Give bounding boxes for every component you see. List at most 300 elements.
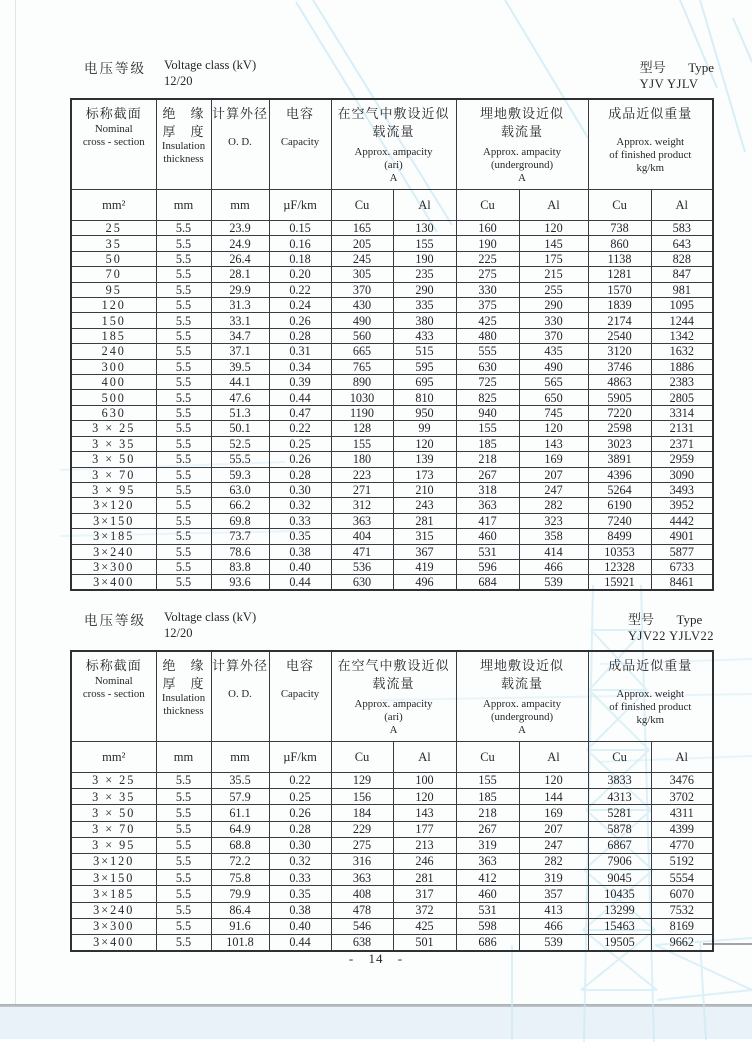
cell-weight-cu: 15463	[588, 918, 651, 934]
cell-capacity: 0.40	[269, 918, 331, 934]
cell-weight-al: 2959	[651, 452, 713, 467]
section1-meta	[84, 57, 714, 92]
cell-underground-cu: 185	[456, 436, 519, 451]
cell-od: 78.6	[211, 544, 269, 559]
cell-insulation: 5.5	[156, 805, 211, 821]
cell-insulation: 5.5	[156, 482, 211, 497]
cell-capacity: 0.20	[269, 267, 331, 282]
cell-underground-al: 169	[519, 805, 588, 821]
table-row	[71, 934, 713, 950]
cell-underground-al: 413	[519, 902, 588, 918]
cell-air-cu: 765	[331, 359, 393, 374]
cell-underground-al: 282	[519, 853, 588, 869]
cell-underground-al: 207	[519, 467, 588, 482]
unit-uf-km: µF/km	[269, 742, 331, 773]
cell-weight-cu: 5281	[588, 805, 651, 821]
table-row	[71, 513, 713, 528]
cell-air-cu: 156	[331, 789, 393, 805]
cell-air-al: 155	[393, 236, 456, 251]
cell-underground-cu: 218	[456, 805, 519, 821]
cell-od: 37.1	[211, 344, 269, 359]
cell-air-cu: 165	[331, 221, 393, 236]
table-row	[71, 789, 713, 805]
unit-mm2: mm²	[71, 190, 156, 221]
cell-cross-section: 3×120	[71, 498, 156, 513]
cell-underground-cu: 460	[456, 886, 519, 902]
model-type-label: 型号 Type	[628, 612, 703, 627]
cell-od: 33.1	[211, 313, 269, 328]
cell-air-al: 515	[393, 344, 456, 359]
cell-cross-section: 500	[71, 390, 156, 405]
cell-air-al: 235	[393, 267, 456, 282]
cell-od: 93.6	[211, 575, 269, 590]
table-row	[71, 902, 713, 918]
cell-od: 35.5	[211, 773, 269, 789]
cell-weight-al: 4442	[651, 513, 713, 528]
cell-cross-section: 3 × 25	[71, 773, 156, 789]
col-header-capacity: 电容 Capacity	[269, 651, 331, 742]
page-number: - 14 -	[348, 951, 404, 966]
cell-air-al: 950	[393, 405, 456, 420]
cell-insulation: 5.5	[156, 529, 211, 544]
cell-od: 86.4	[211, 902, 269, 918]
cell-weight-al: 583	[651, 221, 713, 236]
cell-insulation: 5.5	[156, 498, 211, 513]
cell-insulation: 5.5	[156, 359, 211, 374]
cell-capacity: 0.31	[269, 344, 331, 359]
table-row	[71, 559, 713, 574]
cell-underground-cu: 363	[456, 498, 519, 513]
cell-cross-section: 150	[71, 313, 156, 328]
cell-underground-cu: 531	[456, 544, 519, 559]
cell-underground-cu: 686	[456, 934, 519, 950]
voltage-class-label-en: Voltage class (kV)	[164, 58, 257, 72]
cell-air-cu: 155	[331, 436, 393, 451]
cell-weight-al: 2805	[651, 390, 713, 405]
cell-insulation: 5.5	[156, 375, 211, 390]
cell-weight-cu: 13299	[588, 902, 651, 918]
cell-weight-cu: 1138	[588, 251, 651, 266]
table-row	[71, 821, 713, 837]
cell-od: 29.9	[211, 282, 269, 297]
cell-weight-cu: 3023	[588, 436, 651, 451]
cell-underground-al: 120	[519, 773, 588, 789]
cell-od: 31.3	[211, 298, 269, 313]
cell-cross-section: 3 × 95	[71, 837, 156, 853]
cell-insulation: 5.5	[156, 934, 211, 950]
table-row	[71, 529, 713, 544]
cell-insulation: 5.5	[156, 267, 211, 282]
subcol-al: Al	[519, 190, 588, 221]
cell-underground-cu: 460	[456, 529, 519, 544]
cell-weight-cu: 5905	[588, 390, 651, 405]
cell-insulation: 5.5	[156, 575, 211, 590]
cell-od: 64.9	[211, 821, 269, 837]
cell-weight-al: 4311	[651, 805, 713, 821]
cell-weight-cu: 10435	[588, 886, 651, 902]
cell-air-al: 419	[393, 559, 456, 574]
cell-air-cu: 305	[331, 267, 393, 282]
subcol-cu: Cu	[588, 190, 651, 221]
cell-underground-al: 414	[519, 544, 588, 559]
cell-weight-al: 6733	[651, 559, 713, 574]
cell-weight-al: 6070	[651, 886, 713, 902]
cell-air-al: 501	[393, 934, 456, 950]
cell-od: 28.1	[211, 267, 269, 282]
cell-underground-cu: 155	[456, 773, 519, 789]
cell-air-cu: 536	[331, 559, 393, 574]
cell-air-cu: 1030	[331, 390, 393, 405]
voltage-class-value: 12/20	[164, 74, 193, 89]
cell-capacity: 0.22	[269, 421, 331, 436]
cell-weight-al: 1342	[651, 328, 713, 343]
cell-capacity: 0.26	[269, 805, 331, 821]
cell-air-cu: 312	[331, 498, 393, 513]
cell-air-al: 372	[393, 902, 456, 918]
cell-air-al: 335	[393, 298, 456, 313]
cell-underground-al: 143	[519, 436, 588, 451]
subcol-cu: Cu	[456, 742, 519, 773]
cell-underground-al: 539	[519, 575, 588, 590]
cell-capacity: 0.26	[269, 313, 331, 328]
cell-air-cu: 363	[331, 870, 393, 886]
cell-weight-cu: 1839	[588, 298, 651, 313]
table-row	[71, 344, 713, 359]
cell-weight-al: 3702	[651, 789, 713, 805]
next-page-edge	[0, 1007, 752, 1039]
cell-air-cu: 404	[331, 529, 393, 544]
cell-air-cu: 890	[331, 375, 393, 390]
cell-od: 44.1	[211, 375, 269, 390]
cell-insulation: 5.5	[156, 390, 211, 405]
cell-underground-cu: 425	[456, 313, 519, 328]
unit-mm: mm	[156, 742, 211, 773]
cell-underground-cu: 218	[456, 452, 519, 467]
cell-weight-al: 643	[651, 236, 713, 251]
cell-air-al: 130	[393, 221, 456, 236]
cell-weight-cu: 10353	[588, 544, 651, 559]
table-row	[71, 773, 713, 789]
table-row	[71, 405, 713, 420]
cell-insulation: 5.5	[156, 251, 211, 266]
cell-od: 51.3	[211, 405, 269, 420]
cell-air-cu: 316	[331, 853, 393, 869]
subcol-al: Al	[651, 742, 713, 773]
cell-air-al: 120	[393, 436, 456, 451]
cell-air-al: 120	[393, 789, 456, 805]
cell-capacity: 0.38	[269, 544, 331, 559]
cell-insulation: 5.5	[156, 789, 211, 805]
cell-air-cu: 128	[331, 421, 393, 436]
cell-capacity: 0.15	[269, 221, 331, 236]
cell-weight-al: 4901	[651, 529, 713, 544]
voltage-class-value: 12/20	[164, 626, 193, 641]
cell-insulation: 5.5	[156, 544, 211, 559]
cell-capacity: 0.38	[269, 902, 331, 918]
cell-air-cu: 1190	[331, 405, 393, 420]
cell-underground-cu: 319	[456, 837, 519, 853]
group-header-ampacity-underground: 埋地敷设近似 载流量 Approx. ampacity (underground) A	[456, 651, 588, 742]
cell-underground-al: 650	[519, 390, 588, 405]
cell-air-al: 139	[393, 452, 456, 467]
cell-weight-cu: 6190	[588, 498, 651, 513]
cell-air-al: 595	[393, 359, 456, 374]
group-header-ampacity-underground: 埋地敷设近似 载流量 Approx. ampacity (underground) A	[456, 99, 588, 190]
table-row	[71, 918, 713, 934]
cell-cross-section: 3×240	[71, 902, 156, 918]
cell-capacity: 0.35	[269, 529, 331, 544]
cell-weight-cu: 1570	[588, 282, 651, 297]
cell-underground-cu: 375	[456, 298, 519, 313]
cell-weight-al: 4770	[651, 837, 713, 853]
cell-air-al: 246	[393, 853, 456, 869]
unit-uf-km: µF/km	[269, 190, 331, 221]
cell-air-cu: 560	[331, 328, 393, 343]
table-row	[71, 267, 713, 282]
cell-capacity: 0.44	[269, 934, 331, 950]
cell-cross-section: 3×240	[71, 544, 156, 559]
cell-air-cu: 363	[331, 513, 393, 528]
cell-capacity: 0.28	[269, 821, 331, 837]
cell-cross-section: 3 × 35	[71, 789, 156, 805]
cell-cross-section: 3 × 70	[71, 821, 156, 837]
col-header-insulation-thickness: 绝 缘 厚 度 Insulation thickness	[156, 99, 211, 190]
cell-capacity: 0.44	[269, 390, 331, 405]
group-header-ampacity-air: 在空气中敷设近似 载流量 Approx. ampacity (ari) A	[331, 99, 456, 190]
cell-underground-cu: 531	[456, 902, 519, 918]
cell-weight-al: 5554	[651, 870, 713, 886]
cell-underground-cu: 684	[456, 575, 519, 590]
cell-od: 91.6	[211, 918, 269, 934]
cell-air-cu: 478	[331, 902, 393, 918]
cell-underground-al: 539	[519, 934, 588, 950]
cell-cross-section: 3 × 50	[71, 805, 156, 821]
unit-mm: mm	[211, 742, 269, 773]
cell-air-al: 190	[393, 251, 456, 266]
cell-insulation: 5.5	[156, 886, 211, 902]
cell-underground-cu: 160	[456, 221, 519, 236]
cell-od: 26.4	[211, 251, 269, 266]
table-row	[71, 236, 713, 251]
page-left-edge	[15, 0, 16, 1005]
cell-insulation: 5.5	[156, 236, 211, 251]
cell-weight-cu: 3746	[588, 359, 651, 374]
subcol-al: Al	[519, 742, 588, 773]
cell-air-cu: 408	[331, 886, 393, 902]
cell-weight-al: 3476	[651, 773, 713, 789]
cell-insulation: 5.5	[156, 870, 211, 886]
cell-underground-al: 247	[519, 837, 588, 853]
cell-underground-cu: 480	[456, 328, 519, 343]
table-row	[71, 575, 713, 590]
cell-weight-cu: 5878	[588, 821, 651, 837]
cell-underground-al: 466	[519, 559, 588, 574]
cell-insulation: 5.5	[156, 918, 211, 934]
cell-capacity: 0.33	[269, 513, 331, 528]
cell-cross-section: 35	[71, 236, 156, 251]
cell-capacity: 0.25	[269, 436, 331, 451]
unit-mm2: mm²	[71, 742, 156, 773]
cell-underground-al: 323	[519, 513, 588, 528]
cell-cross-section: 3×400	[71, 575, 156, 590]
cell-capacity: 0.40	[269, 559, 331, 574]
unit-mm: mm	[211, 190, 269, 221]
cell-air-cu: 430	[331, 298, 393, 313]
subcol-cu: Cu	[331, 190, 393, 221]
cell-capacity: 0.32	[269, 498, 331, 513]
table-row	[71, 328, 713, 343]
unit-mm: mm	[156, 190, 211, 221]
cell-insulation: 5.5	[156, 902, 211, 918]
cell-underground-al: 145	[519, 236, 588, 251]
group-header-finished-weight: 成品近似重量 Approx. weight of finished product kg/km	[588, 99, 713, 190]
cell-capacity: 0.30	[269, 482, 331, 497]
cell-od: 66.2	[211, 498, 269, 513]
cell-underground-al: 358	[519, 529, 588, 544]
cell-air-al: 143	[393, 805, 456, 821]
cell-underground-cu: 185	[456, 789, 519, 805]
cell-underground-al: 565	[519, 375, 588, 390]
cell-capacity: 0.34	[269, 359, 331, 374]
cell-underground-cu: 940	[456, 405, 519, 420]
cell-cross-section: 3×300	[71, 918, 156, 934]
table-row	[71, 375, 713, 390]
cell-weight-al: 8461	[651, 575, 713, 590]
cell-capacity: 0.32	[269, 853, 331, 869]
cell-air-cu: 180	[331, 452, 393, 467]
cell-weight-al: 2383	[651, 375, 713, 390]
cell-od: 61.1	[211, 805, 269, 821]
spec-table-yjv	[70, 98, 714, 591]
table-row	[71, 313, 713, 328]
cell-air-al: 380	[393, 313, 456, 328]
cell-underground-cu: 267	[456, 821, 519, 837]
cell-cross-section: 50	[71, 251, 156, 266]
col-header-insulation-thickness: 绝 缘 厚 度 Insulation thickness	[156, 651, 211, 742]
cell-air-al: 173	[393, 467, 456, 482]
cell-underground-cu: 417	[456, 513, 519, 528]
table-row	[71, 805, 713, 821]
table-body	[71, 221, 713, 591]
col-header-od: 计算外径 O. D.	[211, 99, 269, 190]
cell-air-cu: 129	[331, 773, 393, 789]
cell-cross-section: 120	[71, 298, 156, 313]
group-header-ampacity-air: 在空气中敷设近似 载流量 Approx. ampacity (ari) A	[331, 651, 456, 742]
cell-underground-al: 490	[519, 359, 588, 374]
cell-capacity: 0.39	[269, 375, 331, 390]
cell-air-al: 496	[393, 575, 456, 590]
cell-underground-cu: 155	[456, 421, 519, 436]
cell-od: 83.8	[211, 559, 269, 574]
cell-air-al: 243	[393, 498, 456, 513]
cell-weight-al: 5877	[651, 544, 713, 559]
cell-capacity: 0.25	[269, 789, 331, 805]
cell-air-cu: 370	[331, 282, 393, 297]
cell-weight-al: 9662	[651, 934, 713, 950]
voltage-class-label-cn: 电压等级	[84, 61, 146, 76]
cell-cross-section: 3×185	[71, 886, 156, 902]
cell-underground-al: 144	[519, 789, 588, 805]
cell-weight-cu: 4313	[588, 789, 651, 805]
cell-cross-section: 240	[71, 344, 156, 359]
cell-air-cu: 665	[331, 344, 393, 359]
cell-air-al: 210	[393, 482, 456, 497]
cell-underground-al: 290	[519, 298, 588, 313]
cell-weight-al: 3314	[651, 405, 713, 420]
subcol-cu: Cu	[331, 742, 393, 773]
cell-underground-al: 120	[519, 421, 588, 436]
cell-air-al: 315	[393, 529, 456, 544]
table-row	[71, 467, 713, 482]
table-row	[71, 886, 713, 902]
cell-insulation: 5.5	[156, 467, 211, 482]
cell-air-cu: 223	[331, 467, 393, 482]
table-row	[71, 421, 713, 436]
cell-weight-al: 7532	[651, 902, 713, 918]
cell-od: 68.8	[211, 837, 269, 853]
cell-cross-section: 3×150	[71, 870, 156, 886]
cell-od: 101.8	[211, 934, 269, 950]
cell-insulation: 5.5	[156, 837, 211, 853]
cell-cross-section: 3 × 50	[71, 452, 156, 467]
cell-od: 75.8	[211, 870, 269, 886]
cell-underground-cu: 555	[456, 344, 519, 359]
cell-underground-al: 282	[519, 498, 588, 513]
cell-weight-cu: 2174	[588, 313, 651, 328]
voltage-class-label-cn: 电压等级	[84, 613, 146, 628]
cell-od: 73.7	[211, 529, 269, 544]
cell-weight-cu: 2598	[588, 421, 651, 436]
cell-insulation: 5.5	[156, 328, 211, 343]
cell-weight-cu: 12328	[588, 559, 651, 574]
cell-underground-cu: 825	[456, 390, 519, 405]
cell-od: 59.3	[211, 467, 269, 482]
cell-underground-al: 745	[519, 405, 588, 420]
cell-weight-cu: 2540	[588, 328, 651, 343]
cell-air-cu: 471	[331, 544, 393, 559]
cell-weight-al: 8169	[651, 918, 713, 934]
cell-weight-al: 1632	[651, 344, 713, 359]
cell-od: 47.6	[211, 390, 269, 405]
cell-weight-cu: 7240	[588, 513, 651, 528]
cell-cross-section: 3 × 35	[71, 436, 156, 451]
cell-underground-al: 357	[519, 886, 588, 902]
cell-od: 72.2	[211, 853, 269, 869]
cell-insulation: 5.5	[156, 773, 211, 789]
cell-underground-al: 435	[519, 344, 588, 359]
model-type-label: 型号 Type	[639, 60, 714, 75]
cell-weight-al: 981	[651, 282, 713, 297]
cell-cross-section: 3×400	[71, 934, 156, 950]
cell-weight-cu: 9045	[588, 870, 651, 886]
model-type-value: YJV22 YJLV22	[628, 629, 714, 643]
cell-underground-al: 207	[519, 821, 588, 837]
cell-underground-al: 330	[519, 313, 588, 328]
cell-capacity: 0.22	[269, 773, 331, 789]
cell-capacity: 0.30	[269, 837, 331, 853]
table-header	[71, 651, 713, 773]
table-row	[71, 853, 713, 869]
cell-capacity: 0.44	[269, 575, 331, 590]
cell-air-al: 317	[393, 886, 456, 902]
cell-weight-cu: 860	[588, 236, 651, 251]
cell-underground-al: 247	[519, 482, 588, 497]
cell-air-al: 810	[393, 390, 456, 405]
cell-od: 55.5	[211, 452, 269, 467]
section2-meta	[84, 609, 714, 644]
cell-weight-al: 2131	[651, 421, 713, 436]
cell-od: 63.0	[211, 482, 269, 497]
